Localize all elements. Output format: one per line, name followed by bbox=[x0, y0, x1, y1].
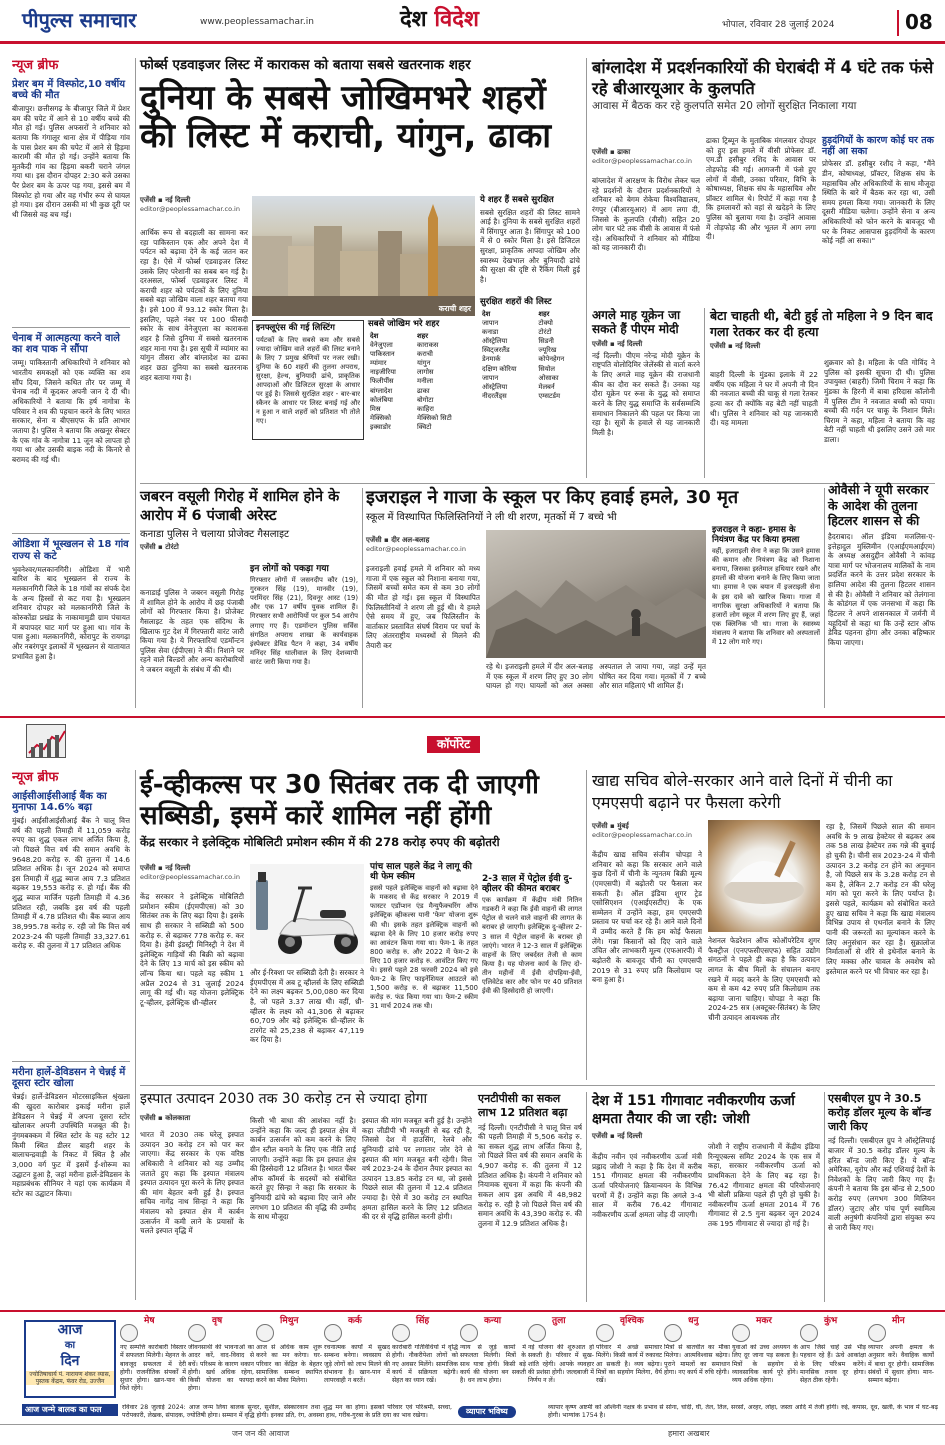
listing-method-box bbox=[252, 320, 364, 440]
cell-country: स्विट्जरलैंड bbox=[482, 346, 510, 355]
sign-text: कारोबारी गतिविधियों में वृद्धि होगी। नौकरीपेशा लोगों को नए अवसर मिलेंगे। सामाजिक कार्य में सक्रियता बढ़ेगी। सेहत का ध्यान रखें। bbox=[392, 1344, 458, 1385]
sign-meen bbox=[868, 1316, 936, 1404]
column-header: शहर bbox=[538, 309, 550, 318]
cell-country: ऑस्ट्रेलिया bbox=[482, 337, 508, 346]
table-row bbox=[368, 341, 476, 350]
story-headline[interactable]: दुनिया के सबसे जोखिमभरे शहरों की लिस्ट में कराची, यांगुन, ढाका bbox=[140, 78, 552, 157]
safe-table bbox=[480, 310, 580, 402]
rubble-illustration bbox=[486, 530, 706, 658]
fish-icon bbox=[868, 1324, 886, 1342]
byline: एजेंसी ▪ ढाका bbox=[592, 148, 631, 156]
page-number: 08 bbox=[897, 10, 933, 36]
byline-block bbox=[592, 822, 702, 839]
brief-body: जम्मू। पाकिस्तानी अधिकारियों ने शनिवार को भारतीय समकक्षों को एक व्यक्ति का शव सौंप दिया, जिसने कथित तौर पर जम्मू में चेनाब नदी में कूदकर अपनी जान दे दी थी। अधिकारियों ने बताया कि हर्ष नागोत्रा के परिवार ने शव की पहचान करने के लिए भारत सरकार, सेना व बीएसएफ के प्रति आभार जताया है। पुलिस ने बताया कि अखनूर सेक्टर के एक गांव के नागोत्रा 11 जून को लापता हो गया था और उसकी बाइक नदी के किनारे से बरामद की गई थी। bbox=[12, 358, 130, 464]
story-headline[interactable]: देश में 151 गीगावाट नवीकरणीय ऊर्जा क्षमता तैयार की जा रही: जोशी bbox=[592, 1093, 795, 1128]
ram-icon bbox=[120, 1324, 138, 1342]
table-row bbox=[480, 374, 580, 383]
birthday-text: रविवार 28 जुलाई 2024: आज जन्म लिया बालक सुन्दर, सुशील, संस्कारवान तथा शुद्ध मन का होगा। इसको परिवार एवं परिश्रमी, सच्चा, परोपकारी, लेखक, संपादक, ज्योतिषी होगा। सम्मान में वृद्धि होगी। इनका प्रति, रंग, अवस्था हाथ, गरीब-गुरबा के प्रति दया का भाव रखेगा। bbox=[122, 1404, 452, 1420]
box-title: इनफ्लूएंस की गई लिस्टिंग bbox=[256, 323, 335, 333]
sign-text: आज से अधिक काम शुरू करने का मन करेगा। घर-परिवार का केंद्रित के बेहतर सामाजिक सम्बन्ध स्थापित करने का मौका मिलेगा। bbox=[256, 1344, 322, 1385]
risky-table bbox=[368, 332, 476, 433]
city-illustration bbox=[252, 196, 475, 316]
sign-name: सिंह bbox=[416, 1316, 430, 1326]
byline: एजेंसी ▪ नई दिल्ली bbox=[140, 196, 191, 204]
table-row bbox=[368, 359, 476, 368]
story-headline[interactable]: बेटा चाहती थी, बेटी हुई तो महिला ने 9 दिन बाद गला रेतकर कर दी हत्या bbox=[710, 308, 933, 339]
table-row bbox=[480, 337, 580, 346]
section-banner-label: कॉर्पोरेट bbox=[427, 736, 480, 753]
divider bbox=[12, 533, 130, 534]
story-karachi bbox=[140, 58, 580, 478]
news-brief-tag: न्यूज ब्रीफ bbox=[12, 58, 130, 75]
side-title: हुड़दंगियों के कारण कोई घर तक नहीं आ सका bbox=[822, 135, 934, 157]
cell-country: कनाडा bbox=[482, 327, 499, 336]
news-brief-column bbox=[12, 58, 130, 708]
lion-icon bbox=[392, 1324, 410, 1342]
cell-city: मेक्सिको सिटी bbox=[417, 414, 452, 423]
website-link[interactable]: www.peoplessamachar.in bbox=[200, 17, 314, 27]
story-headline[interactable]: बांग्लादेश में प्रदर्शनकारियों की घेराबंदी में 4 घंटे तक फंसे रहे बीआरयूआर के कुलपति bbox=[592, 58, 934, 98]
sign-text: परिवार में अच्छे समाचार मिलेंगे। किसी कार्य में रुकावट आ सकती है। व्यय बढ़ेगा। मित्रों का सहयोग मिलेगा, धैर्य रखें। bbox=[596, 1344, 662, 1385]
cell-country: जापान bbox=[482, 373, 499, 382]
aaj-ka-din-box bbox=[24, 1320, 116, 1398]
table-row bbox=[368, 377, 476, 386]
table-title: सुरक्षित शहरों की लिस्ट bbox=[480, 297, 552, 307]
table-row bbox=[480, 319, 580, 328]
israel-claim-sidebar bbox=[712, 526, 820, 697]
stock-chart-icon bbox=[26, 724, 66, 758]
sign-vrishchik bbox=[596, 1316, 664, 1404]
story-daughter bbox=[710, 308, 935, 478]
byline: एजेंसी ▪ टोरंटो bbox=[140, 542, 179, 551]
photo-caption: कराची शहर bbox=[438, 304, 471, 314]
story-ev bbox=[140, 770, 582, 1080]
story-body: केंद्र सरकार ने इलेक्ट्रिक मोबिलिटी प्रमोशन स्कीम (ईएमपीएस) को 30 सितंबर तक के लिए बढ़ा दिया है। इसके साथ ही सरकार ने सब्सिडी को 500 करोड़ रु. से बढ़ाकर 778 करोड़ रु. कर दिया है। हेवी इंडस्ट्री मिनिस्ट्री ने देश में इलेक्ट्रिक गाड़ियों की बिक्री को बढ़ावा देने के लिए 13 मार्च को इस स्कीम को लॉन्च किया था। पहले यह स्कीम 1 अप्रैल 2024 से 31 जुलाई 2024 लागू की गई थी। यह योजना इलेक्ट्रिक टू-व्हीलर, इलेक्ट्रिक थ्री-व्हीलर bbox=[140, 892, 244, 1008]
safe-cities-sidebar bbox=[480, 196, 580, 298]
byline: एजेंसी ▪ कोलकाता bbox=[140, 1113, 191, 1122]
risky-cities-table bbox=[368, 320, 476, 432]
cell-city: काराकस bbox=[417, 340, 439, 349]
story-canada bbox=[140, 488, 358, 708]
box-title-1: आज bbox=[57, 1322, 83, 1338]
table-header bbox=[480, 310, 580, 319]
footer-left-tagline: जन जन की आवाज bbox=[232, 1429, 290, 1438]
crab-icon bbox=[324, 1324, 342, 1342]
column-divider bbox=[704, 308, 705, 478]
bull-icon bbox=[188, 1324, 206, 1342]
sign-mesh bbox=[120, 1316, 188, 1404]
story-body: नेशनल फेडरेशन ऑफ कोऑपरेटिव शुगर फैक्ट्रीज (एनएफसीएसएफ) सहित उद्योग संगठनों ने पहले ही कहा है कि उत्पादन लागत के बीच मिलों के संचालन बनाए रखने में मदद करने के लिए एमएसपी को कम से कम 42 रुपए प्रति किलोग्राम तक बढ़ाया जाना चाहिए। चोपड़ा ने कहा कि 2024-25 सत्र (अक्टूबर-सितंबर) के लिए चीनी उत्पादन आवश्यक तौर bbox=[708, 936, 820, 1023]
table-row bbox=[368, 405, 476, 414]
section-part-2: विदेश bbox=[434, 7, 479, 32]
cell-country: कोलंबिया bbox=[370, 395, 393, 404]
sign-tula bbox=[528, 1316, 596, 1404]
brief-item bbox=[12, 1067, 130, 1297]
brief-body: बीजापुर। छत्तीसगढ़ के बीजापुर जिले में प्रेशर बम की चपेट में आने से 10 वर्षीय बच्चे की मौत हो गई। पुलिस अफसरों ने शनिवार को बताया कि गंगालूर थाना क्षेत्र में पीड़िया गांव के पास प्रेशर बम की चपेट में आने से हिड़मा कारामी की मौत हो गई। उन्होंने बताया कि मुतकैदी गांव का हिड़मा बकरी चराने जंगल गया था। इस दौरान दोपहर 2:30 बजे उसका पैर प्रेशर बम के ऊपर पड़ गया, इससे बम में विस्फोट हो गया और वह गंभीर रूप से घायल हो गया। इस दौरान उसकी मां भी कुछ दूरी पर थी जिससे वह बच गई। bbox=[12, 104, 130, 220]
scorpion-icon bbox=[596, 1324, 614, 1342]
story-sugar bbox=[592, 770, 935, 1080]
cell-city: लागोस bbox=[417, 368, 434, 377]
cell-country: इक्वाडोर bbox=[370, 423, 391, 432]
signs-row bbox=[120, 1316, 938, 1404]
story-headline[interactable]: ओवैसी ने यूपी सरकार के आदेश की तुलना हिटलर शासन से की bbox=[828, 482, 929, 529]
column-divider bbox=[586, 770, 587, 1080]
story-subhead: कनाडा पुलिस ने चलाया प्रोजेक्ट गैसलाइट bbox=[140, 528, 290, 540]
story-sbi bbox=[828, 1092, 935, 1302]
story-bangladesh bbox=[592, 58, 935, 298]
table-row bbox=[480, 392, 580, 401]
brief-item bbox=[12, 333, 130, 528]
story-headline[interactable]: एसबीएल ग्रुप ने 30.5 करोड़ डॉलर मूल्य के बॉन्ड जारी किए bbox=[828, 1092, 932, 1133]
divider bbox=[12, 327, 130, 328]
column-divider bbox=[824, 1092, 825, 1302]
story-body: आर्थिक रूप से बदहाली का सामना कर रहा पाकिस्तान एक और अपने देश में पर्यटन को बढ़ावा देने के कई जतन कर रहा है। ऐसे में फोर्ब्स एडवाइजर लिस्ट उसके लिए परेशानी का सबब बन गई है। दरअसल, फोर्ब्स एडवाइजर लिस्ट में कराची शहर को पर्यटकों के लिए दुनिया सबसे बड़ा जोखिम वाला शहर बताया गया है। इसे 100 में 93.12 स्कोर मिला है। इसलिए, पहले नंबर पर 100 फीसदी स्कोर के साथ वेनेजुएला का काराकस शहर है जिसे दुनिया में सबसे खतरनाक शहर माना गया है। इस सूची में म्यांमार का यांगुन तीसरा और बांग्लादेश का ढाका शहर छठा दुनिया का सबसे खतरनाक शहर बताया गया है। bbox=[140, 228, 248, 382]
column-header: देश bbox=[482, 309, 491, 318]
story-body: नई दिल्ली। पीएम नरेन्द्र मोदी यूक्रेन के राष्ट्रपति वोलोदिमिर जेलेंस्की से वार्ता करने के लिए अगले माह यूक्रेन की राजधानी कीव का दौरा कर सकते हैं। उनका यह दौरा यूक्रेन पर रूस के युद्ध को समाप्त करने के लिए युद्ध समाप्ति के सर्वसम्मत्यि समाधान निकालने की पहल पर किया जा रहा है। सूत्रों के हवाले से यह जानकारी मिली है। bbox=[592, 350, 700, 437]
story-headline[interactable]: खाद्य सचिव बोले-सरकार आने वाले दिनों में चीनी का एमएसपी बढ़ाने पर फैसला करेगी bbox=[592, 771, 893, 812]
story-subhead: केंद्र सरकार ने इलेक्ट्रिक मोबिलिटी प्रमोशन स्कीम में की 278 करोड़ रुपए की बढ़ोतरी bbox=[140, 835, 500, 850]
section-part-1: देश bbox=[400, 7, 427, 32]
cell-country: डेनमार्क bbox=[482, 355, 501, 364]
cell-country: म्यांमार bbox=[370, 359, 387, 368]
side-body: एक कार्यक्रम में केंद्रीय मंत्री नितिन गडकरी ने कहा कि ईवी वाहनों की लागत पेट्रोल से चलने वाले वाहनों की लागत के बराबर हो जाएगी। इलेक्ट्रिक दु-व्हीलर 2-3 साल में पेट्रोल वाहनों के बराबर हो जाएंगे। भारत ने 12-3 साल में इलेक्ट्रिक वाहनों के लिए जबर्दस्त तेजी से काम किया है। यह योजना कार्य के लिए दो-तीन महीनों में ईवी दोपहिया-ईवी, एलिवेटेड कार और फोन पर 40 प्रतिशत ईवी की हिस्सेदारी हो जाएगी। bbox=[482, 896, 582, 996]
brief-title[interactable]: मरीना हार्ले-डेविडसन ने चेन्नई में दूसरा स्टोर खोला bbox=[12, 1067, 126, 1090]
side-body: गिरफ्तार लोगों में जसनदीप कौर (19), गुरकरन सिंह (19), मानवीर (19), परमिंदर सिंह (21), दिवनूर आस्ट (19) और एक 17 वर्षीय युवक शामिल हैं। गिरफ्तार सभी आरोपियों पर कुल 54 आरोप लगाए गए हैं। एडमॉन्टन पुलिस सर्विस संगठित अपराध शाखा के कार्यवाहक इंस्पेक्टर डेविड पैटन ने कहा, 34 वर्षीय मनिंदर सिंह धालीवाल के लिए देशव्यापी वारंट जारी किया गया है। bbox=[250, 576, 358, 666]
table-row bbox=[480, 365, 580, 374]
pandit-name: ज्योतिषाचार्य पं. नारायण शंकर व्यास, पुस्तक केंद्रम, फंवर रोड, उज्जैन bbox=[26, 1371, 114, 1385]
cell-city: टोरंटो bbox=[538, 327, 552, 336]
cell-city: कराची bbox=[417, 349, 433, 358]
sign-kark bbox=[324, 1316, 392, 1404]
table-row bbox=[368, 350, 476, 359]
sign-dhanu bbox=[664, 1316, 732, 1404]
brief-title[interactable]: आईसीआईसीआई बैंक का मुनाफा 14.6% बढ़ा bbox=[12, 790, 107, 813]
trade-forecast-label: व्यापार भविष्य bbox=[458, 1406, 516, 1418]
safe-cities-table bbox=[480, 298, 580, 401]
sign-name: धनु bbox=[688, 1316, 699, 1326]
table-row bbox=[368, 396, 476, 405]
story-headline[interactable]: इजराइल ने गाजा के स्कूल पर किए हवाई हमले, 30 मृत bbox=[366, 487, 739, 508]
sign-kanya bbox=[460, 1316, 528, 1404]
cell-country: दक्षिण कोरिया bbox=[482, 364, 517, 373]
sign-text: नए सम्पत्ति कारोबारी विस्तार में सफलता मिलेगी। मेहनत के बावजूद सफलता में देरी होगी। राजनीतिक संपर्कों में सुधार होगा। खान-पान की विशे रहेंगे। bbox=[120, 1344, 186, 1393]
brief-title[interactable]: ओडिशा में भूस्खलन से 18 गांव राज्य से कटे bbox=[12, 539, 129, 562]
scales-icon bbox=[528, 1324, 546, 1342]
table-row bbox=[368, 387, 476, 396]
corporate-banner bbox=[0, 716, 945, 762]
ev-scooter-photo bbox=[250, 864, 364, 964]
author-email[interactable]: editor@peoplessamachar.co.in bbox=[592, 830, 692, 839]
box-title-2: का bbox=[64, 1339, 76, 1351]
side-title: ये शहर हैं सबसे सुरक्षित bbox=[480, 195, 554, 205]
cell-city: टोक्यो bbox=[538, 318, 553, 327]
news-brief-tag: न्यूज ब्रीफ bbox=[12, 770, 130, 787]
story-body: किसी भी बाधा की आशंका नहीं है। उन्होंने कहा कि जल्द ही इस्पात क्षेत्र में कार्बन उत्सर्जन को कम करने के लिए ग्रीन स्टील बनाने के लिए एक नीति लाई जाएगी। उन्होंने कहा कि हम इस्पात क्षेत्र की हिस्सेदारी 12 प्रतिशत है। भारत चैंबर ऑफ कॉमर्स के सदस्यों को संबोधित करते हुए सिन्हा ने कहा कि सरकार के बुनियादी ढांचे को बढ़ावा दिए जाने और लगभग 10 प्रतिशत की वृद्धि की उम्मीद के साथ मौजूदा bbox=[250, 1116, 356, 1222]
byline: एजेंसी ▪ नई दिल्ली bbox=[140, 864, 191, 872]
cell-city: क्विटो bbox=[417, 423, 432, 432]
cell-country: नाइजीरिया bbox=[370, 368, 396, 377]
cell-city: बोगोटा bbox=[417, 395, 434, 404]
story-subhead: आवास में बैठक कर रहे कुलपति समेत 20 लोगों सुरक्षित निकाला गया bbox=[592, 100, 857, 113]
sign-vrish bbox=[188, 1316, 256, 1404]
author-email[interactable]: editor@peoplessamachar.co.in bbox=[366, 544, 466, 553]
cell-city: सियोल bbox=[538, 364, 556, 373]
byline: एजेंसी ▪ नई दिल्ली bbox=[710, 342, 761, 351]
story-headline[interactable]: ई-व्हीकल्स पर 30 सितंबर तक दी जाएगी सब्सिडी, इसमें कारें शामिल नहीं होंगी bbox=[140, 770, 539, 831]
sign-singh bbox=[392, 1316, 460, 1404]
ev-price-sidebar bbox=[482, 874, 582, 1062]
sign-name: मीन bbox=[892, 1316, 905, 1326]
column-header: शहर bbox=[417, 331, 429, 340]
archer-icon bbox=[664, 1324, 682, 1342]
column-divider bbox=[362, 488, 363, 708]
cell-country: मिस्र bbox=[370, 404, 381, 413]
byline: एजेंसी ▪ दीर अल-बलाह bbox=[366, 536, 430, 544]
story-steel bbox=[140, 1092, 472, 1302]
sign-name: वृष bbox=[212, 1316, 223, 1326]
cell-country: नीदरलैंड्स bbox=[482, 392, 507, 401]
fame-scheme-sidebar bbox=[370, 862, 478, 1070]
side-title: इन लोगों को पकड़ा गया bbox=[250, 564, 329, 574]
box-title-3: दिन bbox=[60, 1352, 80, 1369]
story-body: रहा है, जिसमें पिछले साल की समान अवधि के 9 लाख हेक्टेयर से बढ़कर अब तक 58 लाख हेक्टेयर तक गन्ने की बुवाई हो चुकी है। चीनी सत्र 2023-24 में चीनी उत्पादन 3.2 करोड़ टन होने का अनुमान है, जो पिछले सत्र के 3.28 करोड़ टन से कम है, लेकिन 2.7 करोड़ टन की घरेलू मांग को पूरा करने के लिए पर्याप्त है। इससे पहले, कार्यक्रम को संबोधित करते हुए खाद्य सचिव ने कहा कि खाद्य मंत्रालय विभिन्न उपाय से एथनॉल बनाने के लिए पानी की जरूरतों का मूल्यांकन करने के लिए अनुसंधान कर रहा है। सुक्रालोज निर्माताओं से शीरे से इथेनॉल बनाने के लिए मक्का और चावल के अवशेष को इस्तेमाल करने पर भी विचार कर रहा है। bbox=[826, 822, 935, 976]
story-body: हैदराबाद। ऑल इंडिया मजलिस-ए-इत्तेहादुल मुस्लिमीन (एआईएमआईएम) के अध्यक्ष असदुद्दीन ओवैसी ने कांवड़ यात्रा मार्ग पर भोजनालय मालिकों के नाम प्रदर्शित करने के उत्तर प्रदेश सरकार के हालिया आदेश की तुलना हिटलर शासन से की है। ओवैसी ने शनिवार को तेलंगाना के कोडंगल में एक जनसभा में कहा कि हिटलर ने अपने शासनकाल में जर्मनी में यहूदियों से कहा था कि उन्हें स्टार ऑफ डेविड पहनना होगा और उनका बहिष्कार किया जाएगा। bbox=[828, 531, 935, 647]
divider bbox=[12, 1061, 130, 1062]
sign-text: रचनात्मक कार्यों में सुखद सम्बन्ध बनेगा। व्यवसाय से जुड़े लोगों को लाभ मिलने की संभावना है। खान-पान में लापरवाही न बरतें। bbox=[324, 1344, 390, 1385]
story-body: जोशी ने राष्ट्रीय राजधानी में केंद्रीय इंडिया रिन्यूएबल्स समिट 2024 के एक सत्र में कहा, सरकार नवीकरणीय ऊर्जा को प्राथमिकता देने के लिए बढ़ रहा है। 76.42 गीगावाट क्षमता की परियोजनाएं भी बोली प्रक्रिया पहले ही पूरी हो चुकी है। नवीकरणीय ऊर्जा क्षमता 2014 में 76 गीगावाट से 2.5 गुना बढ़कर जून 2024 तक 195 गीगावाट से ज्यादा हो गई है। bbox=[708, 1142, 820, 1229]
cell-country: बांग्लादेश bbox=[370, 386, 393, 395]
story-body: इस्पात की मांग मजबूत बनी हुई है। उन्होंने कहा जीडीपी भी मजबूती से बढ़ रही है, जिससे देश में हाउसिंग, रेलवे और बुनियादी ढांचे पर लगातार जोर देने से इस्पात की मांग मजबूत बनी रहेगी। वित्त वर्ष 2023-24 के दौरान तैयार इस्पात का उत्पादन 13.85 करोड़ टन था, जो इससे पिछले साल की तुलना में 12.4 प्रतिशत ज्यादा है। ऐसे में 30 करोड़ टन स्थापित क्षमता हासिल करने के लिए 12 प्रतिशत की दर से वृद्धि हासिल करनी होगी। bbox=[362, 1116, 472, 1222]
corporate-brief-column bbox=[12, 770, 130, 1300]
brief-body: मुंबई। आईसीआईसीआई बैंक ने चालू वित्त वर्ष की पहली तिमाही में 11,059 करोड़ रुपए का शुद्ध एकल लाभ अर्जित किया है, जो पिछले वित्त वर्ष की समान अवधि के 9648.20 करोड़ रु. की तुलना में 14.6 प्रतिशत अधिक है। जून 2024 को समाप्त इस तिमाही में शुद्ध ब्याज आय 7.3 प्रतिशत बढ़कर 19,553 करोड़ रु. हो गई। बैंक की शुद्ध ब्याज मार्जिन पहली तिमाही में 4.36 प्रतिशत रही, जबकि इस वर्ष की पहली तिमाही में 4.78 प्रतिशत थी। बैंक ब्याज आय 38,995.78 करोड़ रु. रही जो कि वित्त वर्ष 2023-24 की पहली तिमाही 33,327.61 करोड़ रु. की तुलना में 17 प्रतिशत अधिक bbox=[12, 816, 130, 951]
sugar-photo bbox=[708, 820, 820, 932]
story-owaisi bbox=[828, 482, 935, 682]
sign-mithun bbox=[256, 1316, 324, 1404]
sign-text: व्यापार अपनी क्षमता के अनुसार करें। वैवाहिक कार्यों में बाधा दूर होगी। सामाजिक संबंधों में सुधार होगा। मान-सम्मान बढ़ेगा। bbox=[868, 1344, 934, 1385]
twins-icon bbox=[256, 1324, 274, 1342]
section-title bbox=[400, 6, 479, 34]
byline-block bbox=[592, 148, 700, 165]
sign-name: मेष bbox=[144, 1316, 155, 1326]
brief-item bbox=[12, 79, 130, 322]
story-israel bbox=[366, 482, 935, 708]
side-body: सबसे सुरक्षित शहरों की लिस्ट सामने आई है। दुनिया के सबसे सुरक्षित शहरों में सिंगापुर आता है। सिंगापुर को 100 में से 0 स्कोर मिला है। इसे डिजिटल सुरक्षा, प्राकृतिक आपदा जोखिम और स्वास्थ्य देखभाल और बुनियादी ढांचे की सुरक्षा की दृष्टि से रैंकिंग मिली हुई है। bbox=[480, 207, 580, 284]
row-divider bbox=[140, 483, 935, 484]
story-subhead: स्कूल में विस्थापित फिलिस्तिनियों ने ली थी शरण, मृतकों में 7 बच्चे भी bbox=[366, 512, 617, 524]
side-title: पांच साल पहले केंद्र ने लागू की थी फेम स्कीम bbox=[370, 862, 472, 883]
table-header bbox=[368, 332, 476, 341]
masthead bbox=[0, 0, 945, 44]
story-body: नई दिल्ली। एनटीपीसी ने चालू वित्त वर्ष की पहली तिमाही में 5,506 करोड़ रु. का सकल शुद्ध लाभ अर्जित किया है, जो पिछले वित्त वर्ष की समान अवधि के 4,907 करोड़ रु. की तुलना में 12 प्रतिशत अधिक है। कंपनी ने शनिवार को नियामक सूचना में कहा कि कंपनी की सकल आय इस अवधि में 48,982 करोड़ रु. रही है जो पिछले वित्त वर्ष की समान अवधि के 43,390 करोड़ रु. की तुलना में 12.9 प्रतिशत अधिक है। bbox=[478, 1122, 582, 1228]
brief-title[interactable]: प्रेशर बम में विस्फोट,10 वर्षीय बच्चे की मौत bbox=[12, 78, 126, 101]
sign-name: मकर bbox=[756, 1316, 772, 1326]
story-body: केंद्रीय नवीन एवं नवीकरणीय ऊर्जा मंत्री प्रह्लाद जोशी ने कहा है कि देश में करीब 151 गीगावाट क्षमता की नवीकरणीय ऊर्जा परियोजनाएं क्रियान्वयन के विभिन्न चरणों में हैं। उन्होंने कहा कि अगले 3-4 साल में करीब 76.42 गीगावाट नवीकरणीय ऊर्जा क्षमता जोड़ दी जाएगी। bbox=[592, 1152, 702, 1219]
story-body: ढाका ट्रिब्यून के मुताबिक मंगलवार दोपहर को हुए इस हमले में वीसी प्रोफेसर डॉ. एम.डी हसीबुर रशिद के आवास पर तोड़फोड़ की गई। आगजनी में फंसे हुए लोगों में वीसी, उनका परिवार, विभि के कोषाध्यक्ष, शिक्षक संघ के महासचिव और प्रॉक्टर शामिल थे। रिपोर्ट में कहा गया है कि हमलावरों को वहां से खदेड़ने के लिए पुलिस को बुलाया गया है। उन्होंने आवास में तोड़फोड़ की और भूतल में आग लगा दी। bbox=[706, 136, 816, 242]
table-title: सबसे जोखिम भरे शहर bbox=[368, 319, 440, 329]
story-ntpc bbox=[478, 1092, 582, 1302]
footer-right-tagline: हमारा अखबार bbox=[668, 1429, 710, 1438]
karachi-city-photo bbox=[252, 196, 475, 316]
author-email[interactable]: editor@peoplessamachar.co.in bbox=[140, 872, 240, 881]
horoscope-strip bbox=[0, 1310, 945, 1422]
side-body: इससे पहले इलेक्ट्रिक वाहनों को बढ़ावा देने के मकसद से केंद्र सरकार ने 2019 में फास्टर एडॉप्शन एंड मैन्युफैक्चरिंग ऑफ इलेक्ट्रिक व्हीकल्स यानी 'फेम' योजना शुरू की थी। इसके तहत इलेक्ट्रिक वाहनों को बढ़ावा देने के लिए 10 हजार करोड़ रुपए का आवंटन किया गया था। फेम-1 के तहत 800 करोड़ रु. और 2022 में फेम-2 के लिए 10 हजार करोड़ रु. आवंटित किए गए थे। इससे पहले 28 फरवरी 2024 को इसे फेम-2 के लिए फाइनेंशियल आउटले को 1,500 करोड़ रु. से बढ़ाकर 11,500 करोड़ रु. फंड किया गया था। फेम-2 स्कीम 31 मार्च 2024 तक थी। bbox=[370, 884, 478, 1011]
author-email[interactable]: editor@peoplessamachar.co.in bbox=[140, 204, 240, 213]
story-body: नई दिल्ली। एसबीएल ग्रुप ने ऑस्ट्रेलियाई बाजार में 30.5 करोड़ डॉलर मूल्य के हरित बॉन्ड जारी किए हैं। ये बॉन्ड अमेरिका, यूरोप और कई एशियाई देशों के निवेशकों के लिए जारी किए गए हैं। कंपनी ने बताया कि इस बॉन्ड से 2,500 करोड़ रुपए (लगभग 300 मिलियन डॉलर) जुटाए और पांच पूर्ण स्वामित्व वाली अनुषंगी कंपनियों द्वारा संयुक्त रूप से जारी किए गए। bbox=[828, 1136, 935, 1233]
byline: एजेंसी ▪ मुंबई bbox=[592, 822, 629, 830]
sign-text: आप जिसे चाहें उसे भीड़ पहचान रहे हैं। ऊंचे आकांक्षा के लिए परिश्रम करेंगे। मानसिक तनाव दूर होगा। सेहत ठीक रहेगी। bbox=[800, 1344, 866, 1385]
cell-country: ऑस्ट्रेलिया bbox=[482, 382, 508, 391]
table-row bbox=[480, 346, 580, 355]
arrested-sidebar bbox=[250, 564, 358, 700]
sign-name: कन्या bbox=[484, 1316, 502, 1326]
cell-city: ढाका bbox=[417, 386, 430, 395]
sign-name: कुंभ bbox=[824, 1316, 838, 1326]
water-bearer-icon bbox=[800, 1324, 818, 1342]
side-body: प्रोफेसर डॉ. हसीबुर रशीद ने कहा, "मैंने डीन, कोषाध्यक्ष, प्रॉक्टर, शिक्षक संघ के महासचिव और अधिकारियों के साथ मौजूदा स्थिति के बारे में बैठक कर रहा था, उसी समय हमला किया गया। जानकारी के लिए दूसरी मीडिया चलेगा। उन्होंने सेना व अन्य अधिकारियों को फोन करने के बावजूद भी घर के निकट आसपास हुड़दंगियों के कारण कोई नहीं आ सका।" bbox=[822, 159, 935, 246]
goat-icon bbox=[732, 1324, 750, 1342]
story-headline[interactable]: इस्पात उत्पादन 2030 तक 30 करोड़ टन से ज्यादा होगा bbox=[140, 1091, 428, 1107]
box-body: पर्यटकों के लिए सबसे कम और सबसे ज्यादा जोखिम वाले शहरों की लिस्ट बनाने के लिए 7 प्रमुख श्रेणियों पर नजर रखी। दुनिया के 60 शहरों की तुलना अपराध, सुरक्षा, हेल्थ, बुनियादी ढांचे, प्राकृतिक आपदाओं और डिजिटल सुरक्षा के आधार पर हुई है। जिससे सुरक्षित शहर - बार-बार स्कैनर के आधार पर लिस्ट बनाई गई और न हुआ न वाले शहरों को प्रतिशत भी तोले गए। bbox=[256, 335, 360, 426]
column-divider bbox=[586, 58, 587, 478]
footer bbox=[0, 1424, 945, 1445]
cell-city: ओसाका bbox=[538, 373, 559, 382]
cell-city: मनीला bbox=[417, 377, 434, 386]
sign-name: मिथुन bbox=[280, 1316, 299, 1326]
cell-city: मेलबर्न bbox=[538, 382, 555, 391]
story-kicker: फोर्ब्स एडवाइजर लिस्ट में काराकस को बताया सबसे खतरनाक शहर bbox=[140, 57, 471, 73]
byline: एजेंसी ▪ नई दिल्ली bbox=[592, 1132, 643, 1141]
sign-text: नई योजना की शुरुआत हो सकती है। परिवार में सुख-शांति रहेगी। आपके व्यवहार की प्रशंसा होगी। जल्दबाजी में निर्णय न लें। bbox=[528, 1344, 594, 1385]
table-row bbox=[368, 414, 476, 423]
sign-kumbh bbox=[800, 1316, 868, 1404]
column-divider bbox=[586, 1092, 587, 1302]
side-body: वहीं, इजराइली सेना ने कहा कि उसने हमास की कमान और नियंत्रण केंद्र को निशाना बनाया, जिसका इस्तेमाल हथियार रखने और हमलों की योजना बनाने के लिए किया जाता था। हमास ने एक बयान में इजराइली सेना के इस दावे को खारिज किया। गाजा में नागरिक सुरक्षा अधिकारियों ने बताया कि हजारों लोग स्कूल में शरण लिए हुए हैं, जहां एक क्लिनिक भी था। गाजा के स्वास्थ्य मंत्रालय ने बताया कि शनिवार को अस्पतालों में 12 लोग मारे गए। bbox=[712, 547, 820, 646]
logo[interactable]: पीपुल्स समाचार bbox=[22, 8, 137, 32]
trade-forecast-text: व्यापार कृष्ण अष्टमी को अश्विनी नक्षत्र के प्रभाव से सोना, चांदी, घी, तेल, तिल, सरसों, अरहर, लोहा, जस्ता आदि में तेजी होगी। रुई, कपास, दूध, खली, के भाव में घट-बढ़ होगी। भाग्यांक 1754 है। bbox=[548, 1404, 938, 1420]
table-row bbox=[368, 368, 476, 377]
story-body: शुक्रवार को है। महिला के पति गोविंद ने पुलिस को इसकी सूचना दी थी। पुलिस उपायुक्त (बाहरी) जिमी चिराम ने कहा कि मुंडका के हिरनी में बाबा हरिदास कॉलोनी में पुलिस टीम ने नवजात बच्ची को पाया। बच्ची की गर्दन पर चाकू के निशान मिले। चिराम ने कहा, महिला ने बताया कि वह बेटी नहीं चाहती थी इसलिए उसने उसे मार डाला। bbox=[824, 358, 935, 445]
birthday-label: आज जन्मे बालक का फल bbox=[22, 1404, 118, 1416]
cell-city: एम्सटर्डम bbox=[538, 392, 561, 401]
story-body: रहे थे। इजराइली हमले में दीर अल-बलाह में एक स्कूल में शरण लिए हुए 30 लोग घायल हो गए। घायलों को अल अक्सा अस्पताल ले जाया गया, जहां उन्हें मृत घोषित कर दिया गया। मृतकों में 7 बच्चे और सात महिलाएं भी शामिल हैं। bbox=[486, 662, 706, 691]
story-headline[interactable]: अगले माह यूक्रेन जा सकते हैं पीएम मोदी bbox=[592, 308, 681, 337]
maiden-icon bbox=[460, 1324, 478, 1342]
cell-country: मेक्सिको bbox=[370, 414, 392, 423]
cell-city: कोपेनहेगन bbox=[538, 355, 565, 364]
story-body: बांग्लादेश में आरक्षण के विरोध लेकर चल रहे प्रदर्शनों के दौरान प्रदर्शनकारियों ने शनिवार को बेगम रोकेया विश्वविद्यालय, रंगपुर (बीआरयूआर) में आग लगा दी, जिससे के कुलपति (वीसी) सहित 20 लोग चार घंटे तक वीसी के आवास में फंसे रहे। अधिकारियों ने शनिवार को मीडिया को यह जानकारी दी। bbox=[592, 176, 700, 253]
cell-city: सिडनी bbox=[538, 337, 554, 346]
table-row bbox=[480, 383, 580, 392]
brief-body: चेन्नई। हार्ले-डेविडसन मोटरसाइकिल श्रृंखला की खुदरा कारोबार इकाई मरीना हार्ले डेविडसन ने चेन्नई में अपना दूसरा स्टोर खोलाकर अपनी उपस्थिति मजबूत की है। नुंगमबक्कम में स्थित स्टोर के यह स्टोर 12 किमी स्थित डीलर बाहरी शहर के बालाचन्द्रवाड़ी के निकट में स्थित है और 3,000 वर्ग फुट में इसमें ई-शोरूम का उद्घाटन हुआ है, जहां मरीना हार्ले-डेविडसन के महाप्रबंधक सीनियर ने यहां एक कार्यक्रम में स्टोर का उद्घाटन किया। bbox=[12, 1092, 130, 1198]
cell-city: यांगुन bbox=[417, 359, 431, 368]
column-divider bbox=[135, 770, 136, 1300]
side-title: इजराइल ने कहा- हमास के नियंत्रण केंद्र पर किया हमला bbox=[712, 525, 800, 545]
story-headline[interactable]: एनटीपीसी का सकल लाभ 12 प्रतिशत बढ़ा bbox=[478, 1092, 568, 1119]
cell-country: वेनेजुएला bbox=[370, 340, 393, 349]
sign-text: न्याय से जुड़े कामों में सफलता मिलेगी। मित्रों के साथ यात्रा होगी। किसी बड़े कार्य की योजना बन सकती है। धन लाभ होगा। bbox=[460, 1344, 526, 1385]
byline-block bbox=[140, 864, 244, 881]
row-divider bbox=[140, 1085, 935, 1086]
brief-item bbox=[12, 539, 130, 708]
cell-city: ज्यूरिख bbox=[538, 346, 557, 355]
byline-block bbox=[140, 196, 248, 213]
story-ukraine bbox=[592, 308, 700, 478]
sign-text: मित्रों से बातचीत का मौका मिलेगा। आत्मविश्वास बढ़ेगा। पुराने मामलों का समाधान होगा। नए कार्य में रुचि रहेगी। bbox=[664, 1344, 730, 1376]
brief-title[interactable]: चेनाब में आत्महत्या करने वाले का शव पाक ने सौंपा bbox=[12, 333, 120, 356]
story-body: और ई-रिक्शा पर सब्सिडी देती है। सरकार ने ईएमपीएस में अब टू व्हीलर्स के लिए सब्सिडी देने का लक्ष्य बढ़कर 5,00,080 कर दिया है, जो पहले 3.37 लाख थी। वहीं, थ्री-व्हीलर के लक्ष्य को 41,306 से बढ़ाकर 60,709 और बड़े इलेक्ट्रिक थ्री-व्हीलर के टारगेट को 25,238 से बढ़ाकर 47,119 कर दिया है। bbox=[250, 968, 364, 1045]
cell-city: काहिरा bbox=[417, 404, 434, 413]
byline-block bbox=[366, 536, 480, 553]
sidebar-bangladesh bbox=[822, 136, 935, 287]
story-body: इजराइली हवाई हमले में शनिवार को मध्य गाजा में एक स्कूल को निशाना बनाया गया, जिसमें बच्चों समेत कम से कम 30 लोगों की मौत हो गई। इस स्कूल में विस्थापित फिलिस्तीनियों ने शरण ली हुई थी। ये हमले ऐसे समय में हुए, जब फिलिस्तीन के वार्ताकार प्रस्तावित संघर्ष विराम पर चर्चा के लिए अंतरराष्ट्रीय मध्यस्थों से मिलने की तैयारी कर bbox=[366, 564, 480, 651]
story-energy bbox=[592, 1092, 820, 1302]
author-email[interactable]: editor@peoplessamachar.co.in bbox=[592, 156, 692, 165]
side-title: 2-3 साल में पेट्रोल ईवी दु-व्हीलर की कीमत बराबर bbox=[482, 874, 573, 895]
table-row bbox=[368, 423, 476, 432]
table-row bbox=[480, 328, 580, 337]
cell-country: फिलीपींस bbox=[370, 377, 394, 386]
brief-item bbox=[12, 791, 130, 1056]
column-header: देश bbox=[370, 331, 379, 340]
story-body: केंद्रीय खाद्य सचिव संजीव चोपड़ा ने शनिवार को कहा कि सरकार आने वाले कुछ दिनों में चीनी के न्यूनतम बिक्री मूल्य (एमएसपी) में बढ़ोतरी पर फैसला कर सकती है। ऑल इंडिया शुगर ट्रेड एसोसिएशन (एआईएसटीए) के एक सम्मेलन में उन्होंने कहा, हम एमएसपी प्रस्ताव पर चर्चा कर रहे हैं। आने वाले दिनों में उम्मीद करते हैं कि हम कोई फैसला लेंगे। गन्ना किसानों को दिए जाने वाले उचित और लाभकारी मूल्य (एफआरपी) में बढ़ोतरी के बावजूद चीनी का एमएसपी 2019 से 31 रुपए प्रति किलोग्राम पर बना हुआ है। bbox=[592, 850, 702, 985]
dateline: भोपाल, रविवार 28 जुलाई 2024 bbox=[722, 20, 835, 30]
story-body: बाहरी दिल्ली के मुंडका इलाके में 22 वर्षीय एक महिला ने घर में अपनी नौ दिन की नवजात बच्ची की चाकू से गला रेतकर हत्या कर दी क्योंकि वह बेटी नहीं चाहती थी। पुलिस ने शनिवार को यह जानकारी दी। यह मामला bbox=[710, 370, 818, 428]
sign-name: कर्क bbox=[348, 1316, 362, 1326]
story-body: भारत में 2030 तक घरेलू इस्पात उत्पादन 30 करोड़ टन को पार कर जाएगा। केंद्र सरकार के एक वरिष्ठ अधिकारी ने शनिवार को यह उम्मीद जताते हुए कहा कि इस्पात मंत्रालय इस्पात उत्पादन पूरा करने के लिए इस्पात की मांग बेहतर बनी हुई है। इस्पात सचिव नागेंद्र नाथ सिन्हा ने कहा कि मंत्रालय को इस्पात क्षेत्र में कार्बन उत्सर्जन में कमी लाने के प्रयासों के चलते इस्पात वृद्धि में bbox=[140, 1130, 244, 1236]
sign-makar bbox=[732, 1316, 800, 1404]
brief-body: भुवनेश्वर/मलकानगिरी। ओडिशा में भारी बारिश के बाद भूस्खलन से राज्य के मलकानगिरी जिले के 18 गांवों का संपर्क देश के अन्य हिस्सों से कट गया है। भूस्खलन शनिवार दोपहर को मलकानगिरी जिले के कोरुकोंडा प्रखंड के नाकामामुडी ग्राम पंचायत में बपापदर घाट मार्ग पर हुआ था। गांव के पास हुआ। मलकानगिरी, कोरापुट के रायगढ़ा और नबरंगपुर इलाकों में भूस्खलन से यातायात प्रभावित हुआ है। bbox=[12, 564, 130, 661]
sign-name: वृश्चिक bbox=[620, 1316, 644, 1326]
table-row bbox=[480, 355, 580, 364]
story-headline[interactable]: जबरन वसूली गिरोह में शामिल होने के आरोप में 6 पंजाबी अरेस्ट bbox=[140, 489, 340, 524]
column-divider bbox=[135, 58, 136, 708]
sign-name: तुला bbox=[552, 1316, 566, 1326]
cell-country: पाकिस्तान bbox=[370, 349, 395, 358]
cell-country: जापान bbox=[482, 318, 499, 327]
column-divider bbox=[824, 488, 825, 708]
story-body: कनाडाई पुलिस ने जबरन वसूली गिरोह में शामिल होने के आरोप में छह पंजाबी लोगों को गिरफ्तार किया है। प्रोजेक्ट गैसलाइट के तहत एक संदिग्ध के खिलाफ गुट देश में गिरफ्तारी वारंट जारी किया गया है। ये गिरफ्तारियां एडमॉन्टन पुलिस सेवा (ईपीएस) ने कीं। निशाने पर रहने वाले बिल्डरों और अन्य कारोबारियों ने जबरन वसूली के संबंध में की थी। bbox=[140, 588, 244, 675]
gaza-school-photo bbox=[486, 530, 706, 658]
sign-text: युवाओं को उच्च अध्ययन के लिए दूर जाना पड़ सकता है। मित्रों के सहयोग से व्यावसायिक कार्य पूरे होंगे। व्यय अधिक रहेगा। bbox=[732, 1344, 798, 1385]
sign-text: जीवनसाथी की भावनाओं का आदर करें, वाद-विवाद से बचें। परिश्रम के कारण थकान होगी। खर्च अधिक रहेगा, किसी योजना का फायदा होगा। bbox=[188, 1344, 254, 1393]
byline: एजेंसी ▪ नई दिल्ली bbox=[592, 339, 643, 348]
